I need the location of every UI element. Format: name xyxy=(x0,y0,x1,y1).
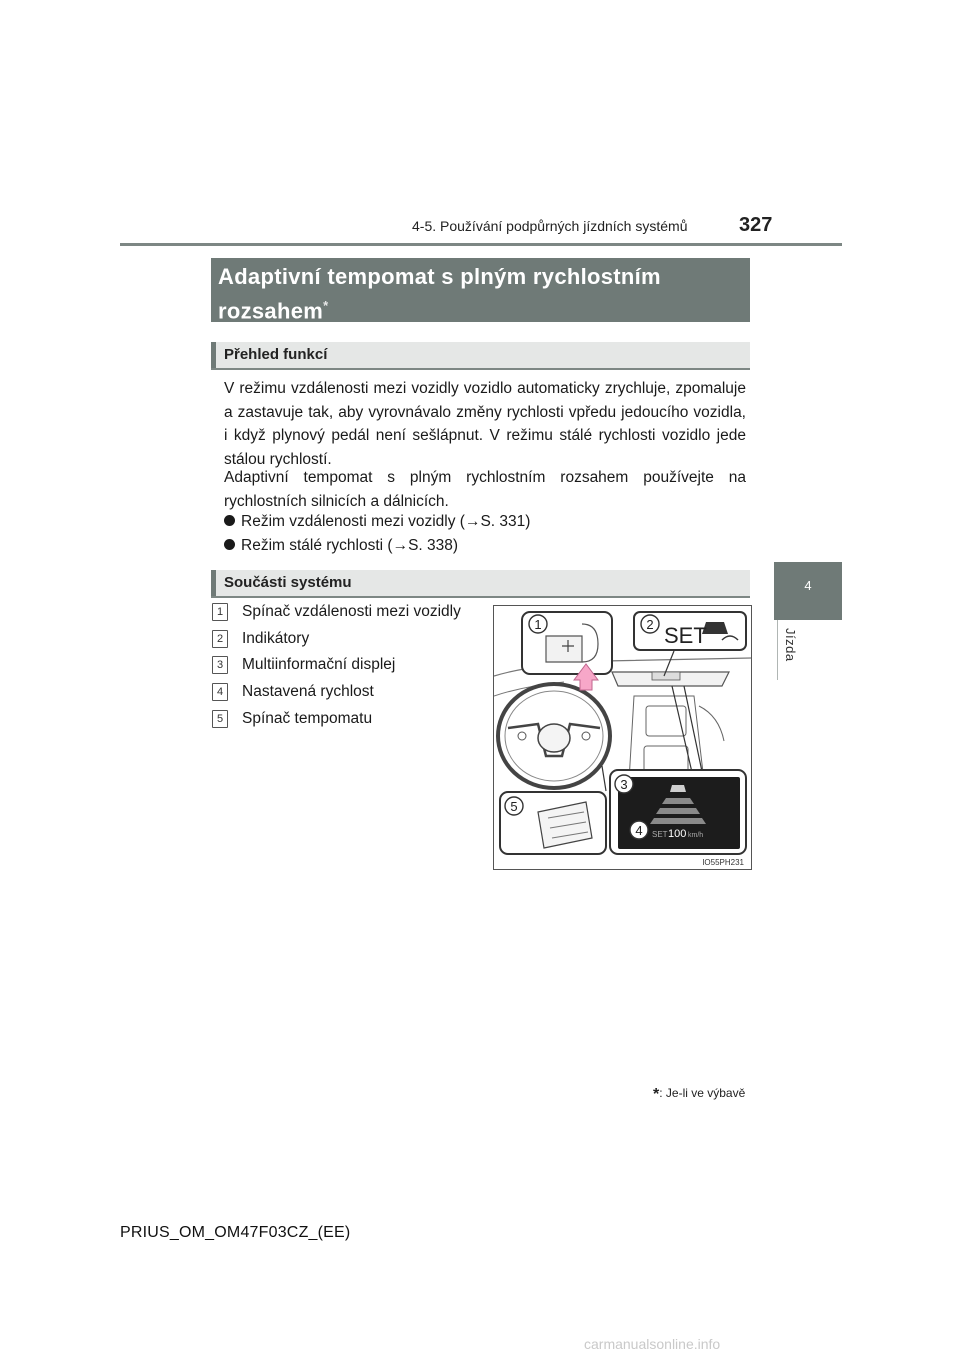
illustration-code: IO55PH231 xyxy=(702,858,744,867)
callout-number: 1 xyxy=(534,617,542,632)
wheel-button-icon xyxy=(582,732,590,740)
distance-bar xyxy=(662,798,694,804)
distance-bar xyxy=(656,808,700,814)
center-panel xyxy=(644,746,688,772)
watermark: carmanualsonline.info xyxy=(584,1336,721,1352)
steering-wheel-hub xyxy=(538,724,570,752)
bullet-item xyxy=(224,537,458,555)
section-heading-components: Součásti systému xyxy=(224,574,352,591)
indicator-area xyxy=(652,672,680,680)
cockpit-illustration-svg xyxy=(494,606,751,869)
component-label: Indikátory xyxy=(242,630,310,647)
display-speed-text: 100 xyxy=(668,828,687,840)
chapter-tab-label: Jízda xyxy=(783,628,798,662)
set-indicator-text: SET xyxy=(664,623,707,648)
distance-bar xyxy=(650,818,706,824)
component-item xyxy=(212,656,395,676)
display-set-text: SET xyxy=(652,830,668,839)
wheel-button-icon xyxy=(518,732,526,740)
component-item xyxy=(212,630,309,650)
chapter-tab-number: 4 xyxy=(804,578,812,593)
component-number: 4 xyxy=(212,683,228,701)
page-title-text: Adaptivní tempomat s plným rychlostním rozsahem xyxy=(218,264,661,324)
chapter-tab-divider xyxy=(777,620,778,680)
footnote-text: : Je-li ve výbavě xyxy=(659,1086,746,1100)
section-accent xyxy=(211,570,216,596)
distance-switch-body xyxy=(546,636,582,662)
right-vent xyxy=(699,706,724,741)
display-unit-text: km/h xyxy=(688,832,704,839)
callout-number: 5 xyxy=(510,799,518,814)
component-number: 5 xyxy=(212,710,228,728)
overview-paragraph-1: V režimu vzdálenosti mezi vozidly vozidlo automaticky zrychluje, zpomaluje a zastavuje tak, aby vyrovnávalo změny rychlosti vpředu jedoucího vozidla, i když plynový pedál není sešlápnut. V režimu stálé rychlosti vozidlo jede stálou rychlostí. xyxy=(224,380,746,468)
callout-number: 3 xyxy=(620,777,628,792)
callout-number: 4 xyxy=(635,823,643,838)
section-heading-overview: Přehled funkcí xyxy=(224,346,328,363)
callout-number: 2 xyxy=(646,617,654,632)
section-bar-components xyxy=(211,570,750,598)
overview-paragraph-2: Adaptivní tempomat s plným rychlostním rozsahem používejte na rychlostních silnicích a dálnicích. xyxy=(224,469,746,510)
callout-leader xyxy=(672,686,694,781)
page-title xyxy=(218,262,746,325)
cockpit-illustration xyxy=(493,605,752,870)
section-header: 4-5. Používání podpůrných jízdních systémů xyxy=(412,218,688,234)
header-rule xyxy=(120,243,842,246)
footnote-marker: * xyxy=(653,1086,660,1103)
section-bar-overview xyxy=(211,342,750,370)
callout-leader xyxy=(602,766,606,791)
bullet-link-constant-speed-mode[interactable]: Režim stálé rychlosti (→S. 338) xyxy=(241,537,459,554)
component-item xyxy=(212,710,372,730)
section-accent xyxy=(211,342,216,368)
component-label: Multiinformační displej xyxy=(242,656,396,673)
preceding-vehicle-icon xyxy=(670,785,686,792)
center-console xyxy=(629,696,704,781)
footnote xyxy=(653,1086,745,1104)
component-number: 3 xyxy=(212,656,228,674)
component-label: Nastavená rychlost xyxy=(242,683,374,700)
component-item xyxy=(212,603,461,623)
component-label: Spínač tempomatu xyxy=(242,710,373,727)
component-label: Spínač vzdálenosti mezi vozidly xyxy=(242,603,461,620)
bullet-dot xyxy=(224,515,235,526)
bullet-dot xyxy=(224,539,235,550)
page-number: 327 xyxy=(739,214,773,236)
bullet-link-distance-mode[interactable]: Režim vzdálenosti mezi vozidly (→S. 331) xyxy=(241,513,531,530)
component-item xyxy=(212,683,374,703)
component-number: 2 xyxy=(212,630,228,648)
model-code: PRIUS_OM_OM47F03CZ_(EE) xyxy=(120,1224,351,1241)
bullet-item xyxy=(224,513,530,531)
component-number: 1 xyxy=(212,603,228,621)
title-asterisk: * xyxy=(323,298,329,313)
